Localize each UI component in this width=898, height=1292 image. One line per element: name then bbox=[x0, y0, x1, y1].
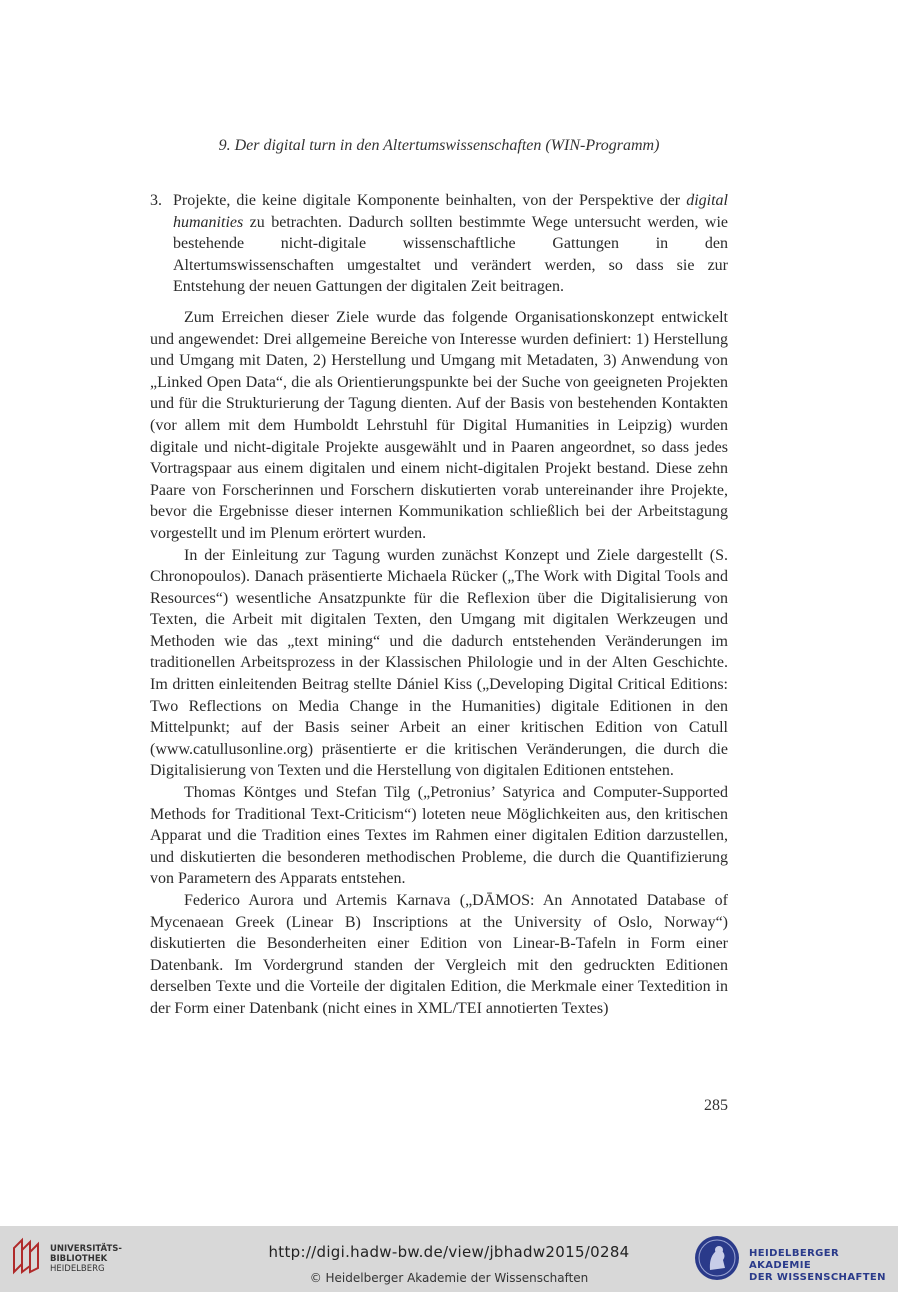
body-text bbox=[150, 190, 728, 1020]
paragraph-1: Zum Erreichen dieser Ziele wurde das folgende Organisationskonzept entwickelt und angewendet: Drei allgemeine Bereiche von Interesse wurden definiert: 1) Herstellung und Umgang mit Daten, 2) Herstellung und Umgang mit Metadaten, 3) Anwendung von „Linked Open Data“, die als Orientierungspunkte bei der Suche von geeigneten Projekten und für die Strukturierung der Tagung dienten. Auf der Basis von bestehenden Kontakten (vor allem mit dem Humboldt Lehrstuhl für Digital Humanities in Leipzig) wurden digitale und nicht-digitale Projekte ausgewählt und in Paaren angeordnet, so dass jedes Vortragspaar aus einem digitalen und einem nicht-digitalen Projekt bestand. Diese zehn Paare von Forscherinnen und Forschern diskutierten vorab untereinander ihre Projekte, bevor die Ergebnisse dieser internen Kommunikation schließlich bei der Arbeitstagung vorgestellt und im Plenum erörtert wurden. bbox=[150, 308, 728, 542]
academy-logo-text: HEIDELBERGER AKADEMIE DER WISSENSCHAFTEN bbox=[749, 1248, 886, 1283]
list-item-emphasis: digital humanities bbox=[173, 192, 728, 231]
footer-url-link[interactable]: http://digi.hadw-bw.de/view/jbhadw2015/0284 bbox=[268, 1243, 630, 1261]
list-item-text-before: Projekte, die keine digitale Komponente beinhalten, von der Perspektive der bbox=[173, 192, 687, 209]
footer-bar bbox=[0, 1226, 898, 1292]
library-logo-text: UNIVERSITÄTS- BIBLIOTHEK HEIDELBERG bbox=[50, 1244, 122, 1274]
paragraph-3: Thomas Köntges und Stefan Tilg („Petronius’ Satyrica and Computer-Supported Methods for Traditional Text-Criticism“) loteten neue Möglichkeiten aus, den kritischen Apparat und die Tradition eines Textes im Rahmen einer digitalen Edition darzustellen, und diskutierten die besonderen methodischen Probleme, die durch die Quantifizierung von Parametern des Apparats entstehen. bbox=[150, 784, 728, 888]
academy-seal-icon bbox=[693, 1234, 741, 1282]
running-head: 9. Der digital turn in den Altertumswissenschaften (WIN-Programm) bbox=[218, 137, 660, 154]
list-item-number: 3. bbox=[150, 192, 162, 209]
paragraph-2: In der Einleitung zur Tagung wurden zunächst Konzept und Ziele dargestellt (S. Chronopoulos). Danach präsentierte Michaela Rücker („The Work with Digital Tools and Resources“) wesentliche Ansatzpunkte für die Reflexion über die Digitalisierung von Texten, die Arbeit mit digitalen Texten, den Umgang mit digitalen Werkzeugen und Methoden wie das „text mining“ und die dadurch entstehenden Veränderungen im traditionellen Arbeitsprozess in der Klassischen Philologie und in der Alten Geschichte. Im dritten einleitenden Beitrag stellte Dániel Kiss („Developing Digital Critical Editions: Two Reflections on Media Change in the Humanities) digitale Editionen in den Mittelpunkt; auf der Basis seiner Arbeit an einer kritischen Edition von Catull (www.catullusonline.org) präsentierte er die kritischen Veränderungen, die durch die Digitalisierung von Texten und die Herstellung von digitalen Editionen entstehen. bbox=[150, 546, 728, 780]
academy-logo[interactable] bbox=[693, 1234, 893, 1286]
list-item-text-after: zu betrachten. Dadurch sollten bestimmte Wege untersucht werden, wie bestehende nicht-digitale wissenschaftliche Gattungen in den Altertumswissenschaften umgestaltet und verändert werden, so dass sie zur Entstehung der neuen Gattungen der digitalen Zeit beitragen. bbox=[173, 213, 728, 296]
page-number: 285 bbox=[704, 1097, 728, 1114]
list-item bbox=[150, 190, 728, 298]
paragraph-4: Federico Aurora und Artemis Karnava („DĀMOS: An Annotated Database of Mycenaean Greek (Linear B) Inscriptions at the University of Oslo, Norway“) diskutierten die Besonderheiten einer Edition von Linear-B-Tafeln in Form einer Datenbank. Im Vordergrund standen der Vergleich mit den gedruckten Editionen derselben Texte und die Vorteile der digitalen Edition, die Merkmale einer Textedition in der Form einer Datenbank (nicht eines in XML/TEI annotierten Textes) bbox=[150, 892, 728, 1017]
footer-copyright: © Heidelberger Akademie der Wissenschaften bbox=[309, 1271, 589, 1285]
